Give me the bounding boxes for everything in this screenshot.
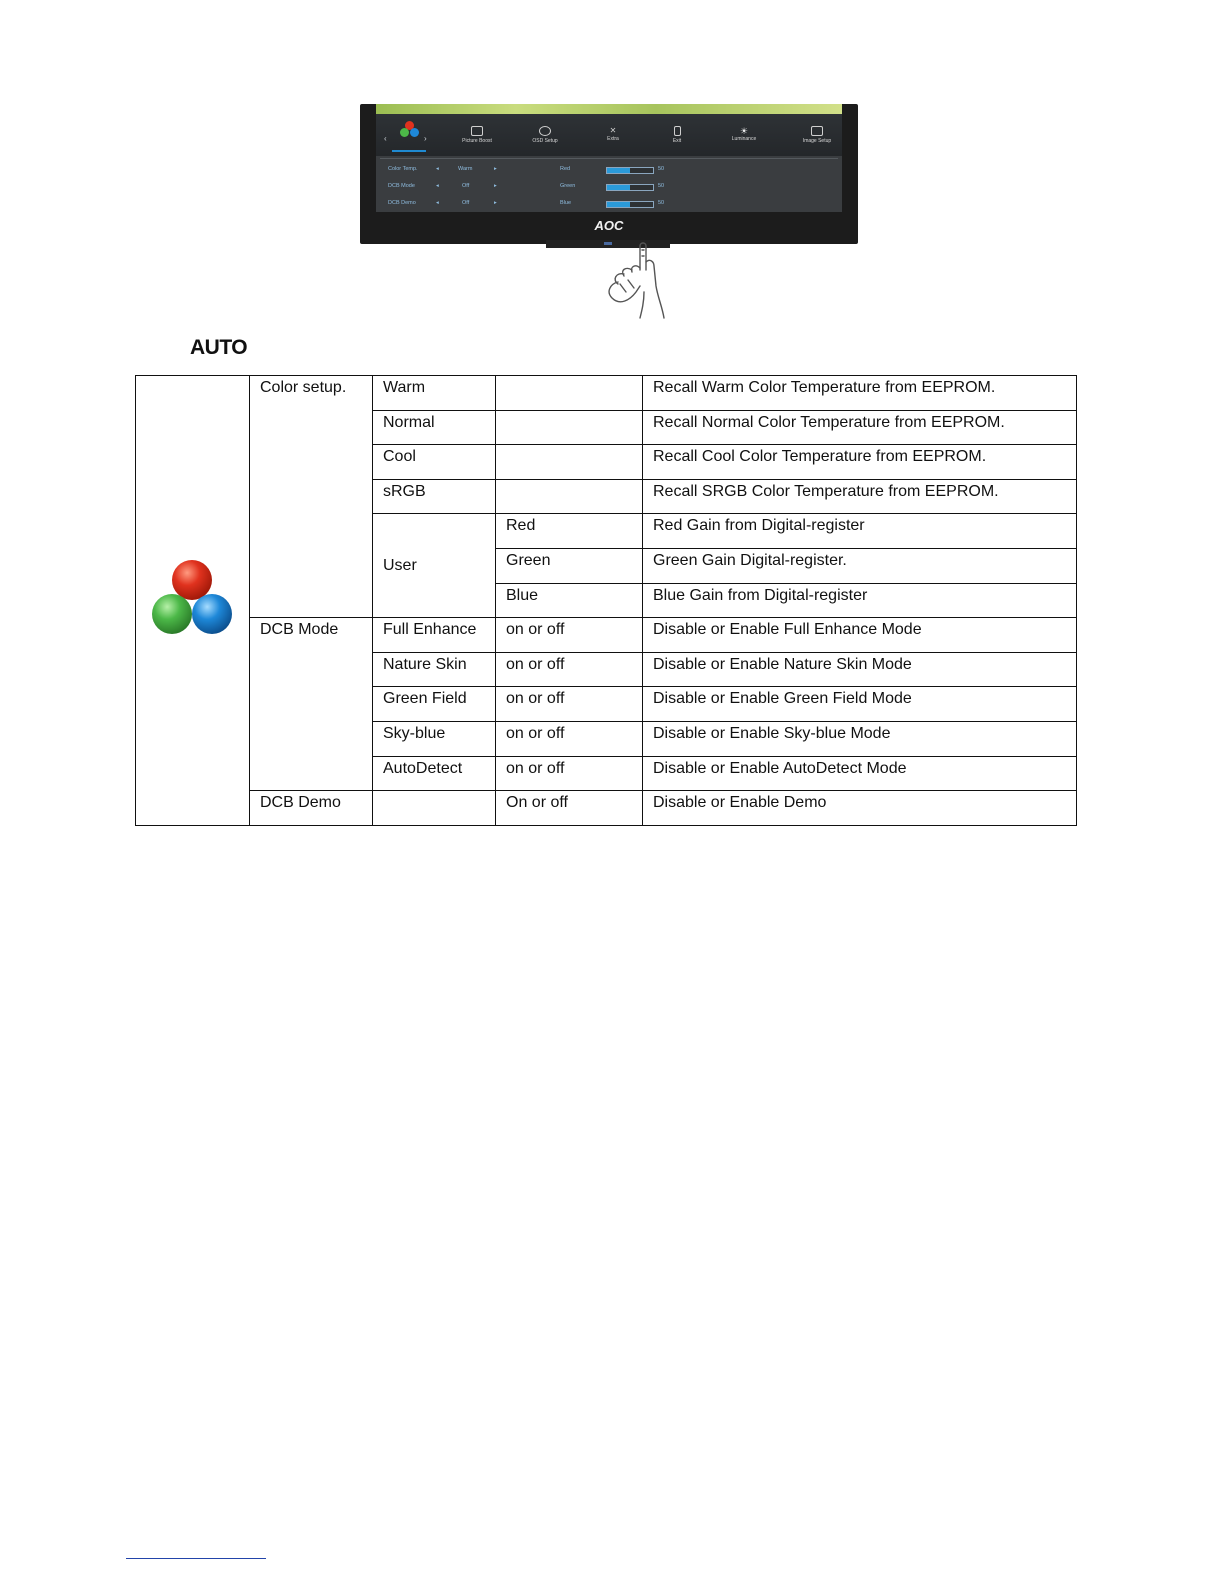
chevron-right-icon[interactable]: › — [424, 134, 427, 143]
item-cell: Normal — [373, 410, 496, 445]
footnote-separator — [126, 1558, 266, 1559]
option-cell: on or off — [496, 652, 643, 687]
osd-tab-extra[interactable]: ✕ Extra — [607, 126, 619, 142]
osd-screen — [376, 104, 842, 212]
option-cell: on or off — [496, 756, 643, 791]
description-cell: Recall Normal Color Temperature from EEPROM. — [643, 410, 1077, 445]
table-row — [136, 376, 1077, 411]
arrow-left-icon[interactable]: ◂ — [436, 200, 439, 206]
option-cell — [496, 479, 643, 514]
group-dcb-demo: DCB Demo — [250, 791, 373, 826]
option-cell: Green — [496, 548, 643, 583]
arrow-left-icon[interactable]: ◂ — [436, 183, 439, 189]
osd-row: Color Temp. ◂ Warm ▸ Red 50 — [388, 166, 665, 172]
description-cell: Disable or Enable Nature Skin Mode — [643, 652, 1077, 687]
option-cell: on or off — [496, 721, 643, 756]
red-level-bar[interactable] — [606, 167, 654, 174]
pointing-hand-icon — [600, 240, 672, 320]
osd-tab-osd-setup[interactable]: OSD Setup — [515, 126, 575, 144]
arrow-right-icon[interactable]: ▸ — [494, 183, 497, 189]
color-balls-icon-cell — [136, 376, 250, 826]
osd-setup-icon — [539, 126, 551, 136]
active-tab-indicator — [392, 150, 426, 152]
item-cell-user: User — [373, 514, 496, 618]
item-cell: AutoDetect — [373, 756, 496, 791]
description-cell: Disable or Enable AutoDetect Mode — [643, 756, 1077, 791]
description-cell: Disable or Enable Sky-blue Mode — [643, 721, 1077, 756]
option-cell — [496, 410, 643, 445]
chevron-left-icon[interactable]: ‹ — [384, 134, 387, 143]
arrow-right-icon[interactable]: ▸ — [494, 166, 497, 172]
exit-icon — [674, 126, 681, 136]
arrow-right-icon[interactable]: ▸ — [494, 200, 497, 206]
picture-boost-icon — [471, 126, 483, 136]
option-cell — [496, 445, 643, 480]
description-cell: Recall Warm Color Temperature from EEPROM. — [643, 376, 1077, 411]
option-cell: on or off — [496, 618, 643, 653]
description-cell: Green Gain Digital-register. — [643, 548, 1077, 583]
option-cell: on or off — [496, 687, 643, 722]
option-cell: On or off — [496, 791, 643, 826]
color-setup-tab-icon[interactable] — [398, 120, 422, 142]
description-cell: Disable or Enable Full Enhance Mode — [643, 618, 1077, 653]
extra-icon: ✕ — [609, 126, 617, 135]
image-setup-icon — [811, 126, 823, 136]
osd-row: DCB Mode ◂ Off ▸ Green 50 — [388, 183, 665, 189]
description-cell: Disable or Enable Demo — [643, 791, 1077, 826]
wallpaper-strip — [376, 104, 842, 114]
item-cell — [373, 791, 496, 826]
osd-tab-bar — [376, 114, 842, 156]
description-cell: Blue Gain from Digital-register — [643, 583, 1077, 618]
option-cell: Blue — [496, 583, 643, 618]
description-cell: Recall SRGB Color Temperature from EEPROM. — [643, 479, 1077, 514]
osd-row: DCB Demo ◂ Off ▸ Blue 50 — [388, 200, 665, 206]
item-cell: Sky-blue — [373, 721, 496, 756]
osd-tab-exit[interactable]: Exit — [647, 126, 707, 144]
item-cell: Nature Skin — [373, 652, 496, 687]
option-cell: Red — [496, 514, 643, 549]
item-cell: Green Field — [373, 687, 496, 722]
description-cell: Disable or Enable Green Field Mode — [643, 687, 1077, 722]
description-cell: Red Gain from Digital-register — [643, 514, 1077, 549]
osd-tab-image-setup[interactable]: Image Setup — [787, 126, 842, 144]
item-cell: sRGB — [373, 479, 496, 514]
osd-tab-picture-boost[interactable]: Picture Boost — [447, 126, 507, 144]
arrow-left-icon[interactable]: ◂ — [436, 166, 439, 172]
blue-level-bar[interactable] — [606, 201, 654, 208]
monitor-illustration — [360, 104, 858, 244]
item-cell: Warm — [373, 376, 496, 411]
item-cell: Cool — [373, 445, 496, 480]
osd-settings-panel — [380, 158, 838, 211]
group-color-setup: Color setup. — [250, 376, 373, 618]
sun-icon: ☀ — [739, 126, 749, 136]
color-setup-table — [135, 375, 1077, 826]
option-cell — [496, 376, 643, 411]
item-cell: Full Enhance — [373, 618, 496, 653]
table-row — [136, 618, 1077, 653]
brand-logo: AOC — [594, 218, 624, 233]
color-balls-icon — [150, 558, 236, 638]
section-title: AUTO — [190, 336, 248, 359]
description-cell: Recall Cool Color Temperature from EEPROM. — [643, 445, 1077, 480]
table-row — [136, 791, 1077, 826]
group-dcb-mode: DCB Mode — [250, 618, 373, 791]
green-level-bar[interactable] — [606, 184, 654, 191]
osd-tab-luminance[interactable]: ☀ Luminance — [731, 126, 757, 142]
